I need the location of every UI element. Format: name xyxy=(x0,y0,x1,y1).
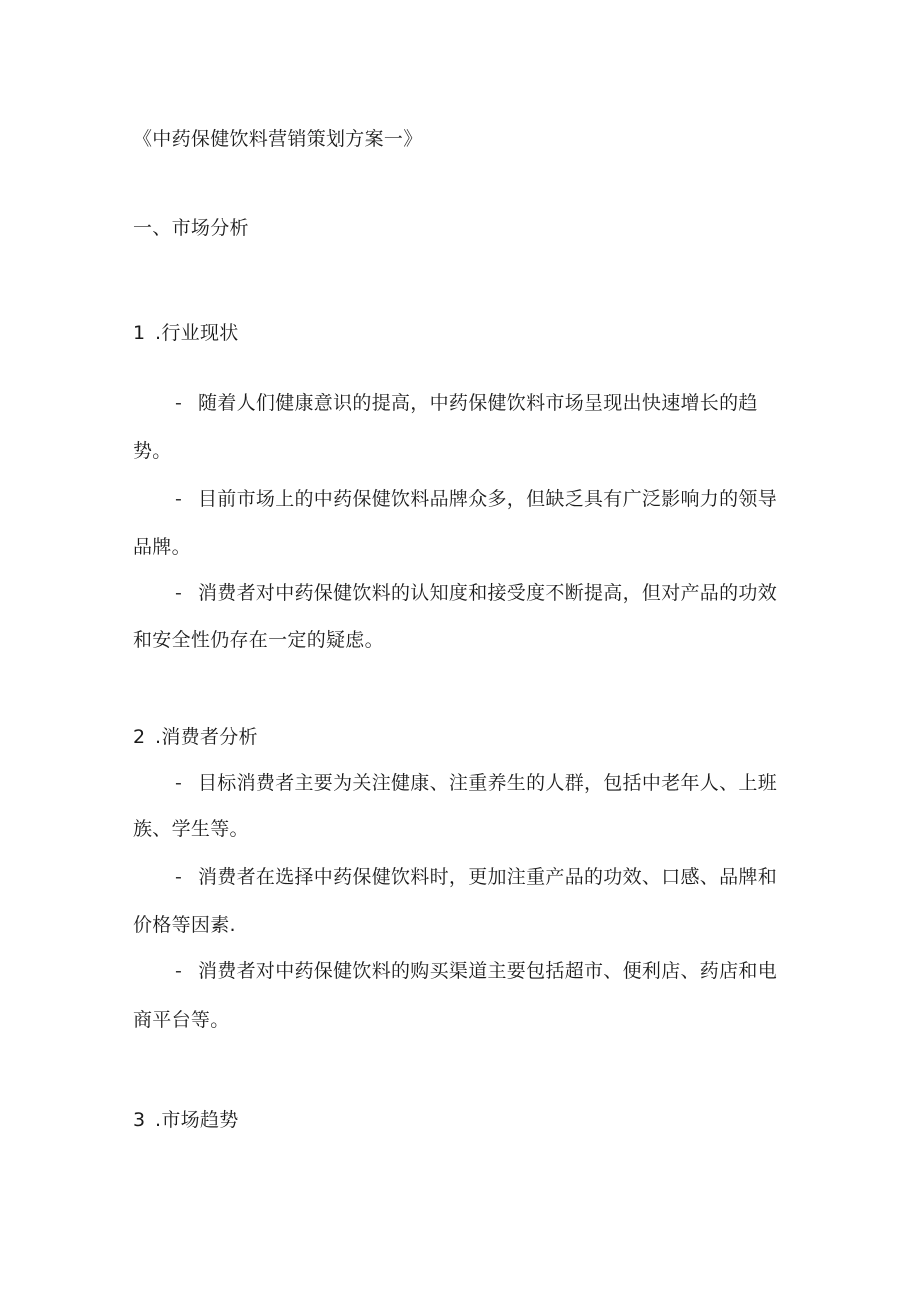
bullet-text: 消费者对中药保健饮料的购买渠道主要包括超市、便利店、药店和电 xyxy=(198,960,778,982)
bullet-continuation: 价格等因素. xyxy=(133,914,236,936)
bullet-item xyxy=(175,868,777,887)
bullet-text: 随着人们健康意识的提高，中药保健饮料市场呈现出快速增长的趋 xyxy=(198,392,758,414)
bullet-dash: - xyxy=(175,960,183,982)
bullet-text: 目标消费者主要为关注健康、注重养生的人群，包括中老年人、上班 xyxy=(198,772,778,794)
document-title: 《中药保健饮料营销策划方案一》 xyxy=(133,128,423,150)
bullet-continuation: 品牌。 xyxy=(133,536,191,558)
bullet-item xyxy=(175,774,777,793)
bullet-text: 目前市场上的中药保健饮料品牌众多，但缺乏具有广泛影响力的领导 xyxy=(198,488,778,510)
subsection-title: .行业现状 xyxy=(155,322,239,344)
bullet-dash: - xyxy=(175,488,183,510)
bullet-item xyxy=(175,490,777,509)
bullet-continuation: 和安全性仍存在一定的疑虑。 xyxy=(133,629,384,651)
bullet-text: 消费者对中药保健饮料的认知度和接受度不断提高，但对产品的功效 xyxy=(198,582,778,604)
subsection-number: 2 xyxy=(133,726,146,748)
subsection-title: .市场趋势 xyxy=(155,1109,239,1131)
bullet-dash: - xyxy=(175,392,183,414)
bullet-continuation: 族、学生等。 xyxy=(133,818,249,840)
bullet-continuation: 势。 xyxy=(133,440,172,462)
bullet-item xyxy=(175,962,777,981)
subsection-number: 1 xyxy=(133,322,146,344)
subsection-heading-3 xyxy=(133,1111,239,1130)
bullet-text: 消费者在选择中药保健饮料时，更加注重产品的功效、口感、品牌和 xyxy=(198,866,778,888)
bullet-dash: - xyxy=(175,582,183,604)
subsection-heading-1 xyxy=(133,324,239,343)
bullet-dash: - xyxy=(175,866,183,888)
bullet-dash: - xyxy=(175,772,183,794)
bullet-item xyxy=(175,584,777,603)
subsection-number: 3 xyxy=(133,1109,146,1131)
bullet-continuation: 商平台等。 xyxy=(133,1009,230,1031)
subsection-heading-2 xyxy=(133,728,258,747)
subsection-title: .消费者分析 xyxy=(155,726,258,748)
section-heading: 一、市场分析 xyxy=(133,217,249,239)
bullet-item xyxy=(175,394,758,413)
